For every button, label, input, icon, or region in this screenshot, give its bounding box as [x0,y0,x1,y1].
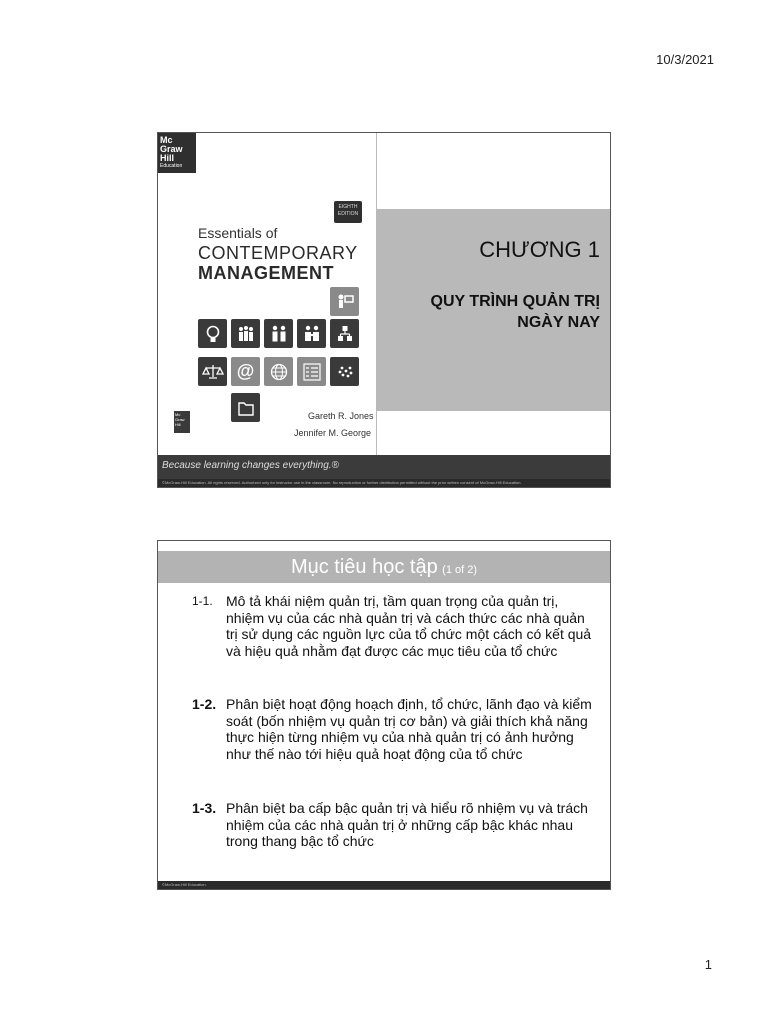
objective-number: 1-1. [192,594,213,608]
objective-item [192,593,592,659]
chapter-subtitle: QUY TRÌNH QUẢN TRỊ NGÀY NAY [430,293,600,331]
objective-text: Phân biệt ba cấp bậc quản trị và hiểu rõ nhiệm vụ và trách nhiệm của các nhà quản trị ở những cấp bậc khác nhau trong thang bậc tổ chức [226,800,588,849]
author-2: Jennifer M. George [294,428,372,438]
book-cover [158,133,377,455]
at-sign-icon: @ [231,357,260,386]
team-icon [231,319,260,348]
objective-number: 1-2. [192,696,217,712]
cover-title-line3: MANAGEMENT [198,263,334,283]
hierarchy-icon [330,319,359,348]
publisher-logo: Mc Graw Hill Education [158,133,196,173]
edition-badge: EIGHTH EDITION [334,201,362,223]
objectives-header [158,551,610,583]
dots-icon [330,357,359,386]
chapter-panel [376,209,610,411]
publisher-mini-logo: Mc Graw Hill [174,411,190,433]
globe-icon [264,357,293,386]
title-slide [157,132,611,488]
handshake-icon [297,319,326,348]
slide-footer: ©McGraw-Hill Education. [158,881,610,889]
page-number: 1 [704,957,712,972]
copyright-notice: ©McGraw-Hill Education. All rights reserved. Authorized only for instructor use in the classroom. No reproduction or further distribution permitted without the prior written consent of McGraw-Hill Education. [158,479,610,487]
objective-item [192,800,592,850]
scales-icon [198,357,227,386]
folder-icon [231,393,260,422]
tagline-bar [158,455,610,479]
objective-number: 1-3. [192,800,217,816]
objectives-title: Mục tiêu học tập [290,556,438,578]
objective-text: Mô tả khái niệm quản trị, tầm quan trọng của quản trị, nhiệm vụ của các nhà quản trị và cách thức các nhà quản trị sử dụng các nguồn lực của tổ chức một cách có kết quả và hiệu quả nhằm đạt được các mục tiêu của tổ chức [226,593,592,659]
lightbulb-icon [198,319,227,348]
page-date: 10/3/2021 [656,52,714,67]
people-icon [264,319,293,348]
presenter-icon [330,287,359,316]
objective-text: Phân biệt hoạt động hoạch định, tổ chức, lãnh đạo và kiểm soát (bốn nhiệm vụ quản trị cơ bản) và giải thích khả năng thực hiện từng nhiệm vụ của nhà quản trị có ảnh hưởng như thế nào tới hiệu quả hoạt động của tổ chức [226,696,592,762]
objective-item [192,696,592,762]
checklist-icon [297,357,326,386]
chapter-title: CHƯƠNG 1 [479,237,600,262]
objectives-slide [157,540,611,890]
objectives-count: (1 of 2) [442,564,478,576]
tagline: Because learning changes everything.® [162,460,339,471]
author-1: Gareth R. Jones [308,411,374,421]
cover-title-line2: CONTEMPORARY [198,243,358,263]
cover-title-line1: Essentials of [198,225,278,241]
